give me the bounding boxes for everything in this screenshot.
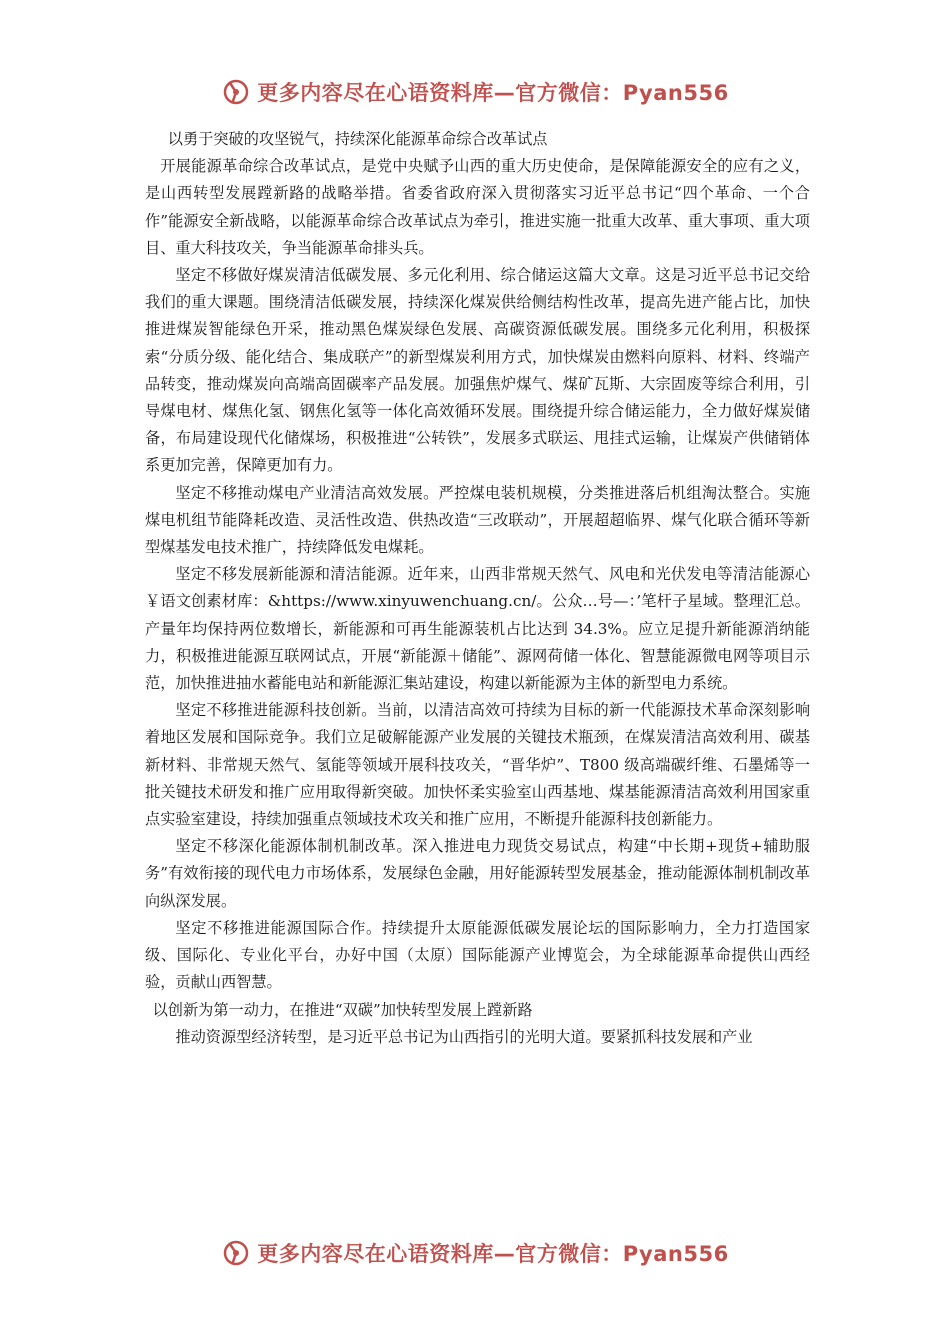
paragraph: 推动资源型经济转型，是习近平总书记为山西指引的光明大道。要紧抓科技发展和产业: [175, 1027, 753, 1046]
paragraph: 坚定不移做好煤炭清洁低碳发展、多元化利用、综合储运这篇大文章。这是习近平总书记交给我们的重大课题。围绕清洁低碳发展，持续深化煤炭供给侧结构性改革，提高先进产能占比，加快推进煤炭智能绿色开采，推动黑色煤炭绿色发展、高碳资源低碳发展。围绕多元化利用，积极探索“分质分级、能化结合、集成联产”的新型煤炭利用方式，加快煤炭由燃料向原料、材料、终端产品转变，推动煤炭向高端高固碳率产品发展。加强焦炉煤气、煤矿瓦斯、大宗固废等综合利用，引导煤电材、煤焦化氢、钢焦化氢等一体化高效循环发展。围绕提升综合储运能力，全力做好煤炭储备，布局建设现代化储煤场，积极推进“公转铁”，发展多式联运、甩挂式运输，让煤炭产供储销体系更加完善，保障更加有力。: [145, 266, 810, 475]
watermark-text: 更多内容尽在心语资料库—官方微信：Pyan556: [257, 81, 729, 105]
section-heading: 以创新为第一动力，在推进“双碳”加快转型发展上蹚新路: [152, 1000, 533, 1019]
section-heading: 以勇于突破的攻坚锐气，持续深化能源革命综合改革试点: [167, 130, 548, 148]
logo-icon: [221, 1238, 251, 1268]
paragraph: 坚定不移推进能源科技创新。当前，以清洁高效可持续为目标的新一代能源技术革命深刻影响着地区发展和国际竞争。我们立足破解能源产业发展的关键技术瓶颈，在煤炭清洁高效利用、碳基新材料、非常规天然气、氢能等领域开展科技攻关，“晋华炉”、T800 级高端碳纤维、石墨烯等一批关键技术研发和推广应用取得新突破。加快怀柔实验室山西基地、煤基能源清洁高效利用国家重点实验室建设，持续加强重点领域技术攻关和推广应用，不断提升能源科技创新能力。: [145, 701, 810, 829]
logo-icon: [221, 77, 251, 107]
paragraph: 坚定不移发展新能源和清洁能源。近年来，山西非常规天然气、风电和光伏发电等清洁能源心￥语文创素材库：&https://www.xinyuwenchuang.cn/。公众…号—：’笔杆子星域。整理汇总。产量年均保持两位数增长，新能源和可再生能源装机占比达到 34.3%。应立足提升新能源消纳能力，积极推进能源互联网试点，开展“新能源＋储能”、源网荷储一体化、智慧能源微电网等项目示范，加快推进抽水蓄能电站和新能源汇集站建设，构建以新能源为主体的新型电力系统。: [145, 565, 810, 693]
paragraph: 坚定不移推动煤电产业清洁高效发展。严控煤电装机规模，分类推进落后机组淘汰整合。实施煤电机组节能降耗改造、灵活性改造、供热改造“三改联动”，开展超超临界、煤气化联合循环等新型煤基发电技术推广，持续降低发电煤耗。: [145, 483, 810, 557]
paragraph: 坚定不移深化能源体制机制改革。深入推进电力现货交易试点，构建“中长期+现货+辅助服务”有效衔接的现代电力市场体系，发展绿色金融，用好能源转型发展基金，推动能源体制机制改革向纵深发展。: [145, 837, 810, 910]
document-body: [145, 126, 810, 1051]
header-watermark: [0, 72, 950, 112]
watermark-text: 更多内容尽在心语资料库—官方微信：Pyan556: [257, 1242, 729, 1266]
footer-watermark: [0, 1233, 950, 1273]
paragraph: 坚定不移推进能源国际合作。持续提升太原能源低碳发展论坛的国际影响力，全力打造国家级、国际化、专业化平台，办好中国（太原）国际能源产业博览会，为全球能源革命提供山西经验，贡献山西智慧。: [145, 918, 810, 992]
paragraph: 开展能源革命综合改革试点，是党中央赋予山西的重大历史使命，是保障能源安全的应有之义，是山西转型发展蹚新路的战略举措。省委省政府深入贯彻落实习近平总书记“四个革命、一个合作”能源安全新战略，以能源革命综合改革试点为牵引，推进实施一批重大改革、重大事项、重大项目、重大科技攻关，争当能源革命排头兵。: [145, 157, 810, 257]
